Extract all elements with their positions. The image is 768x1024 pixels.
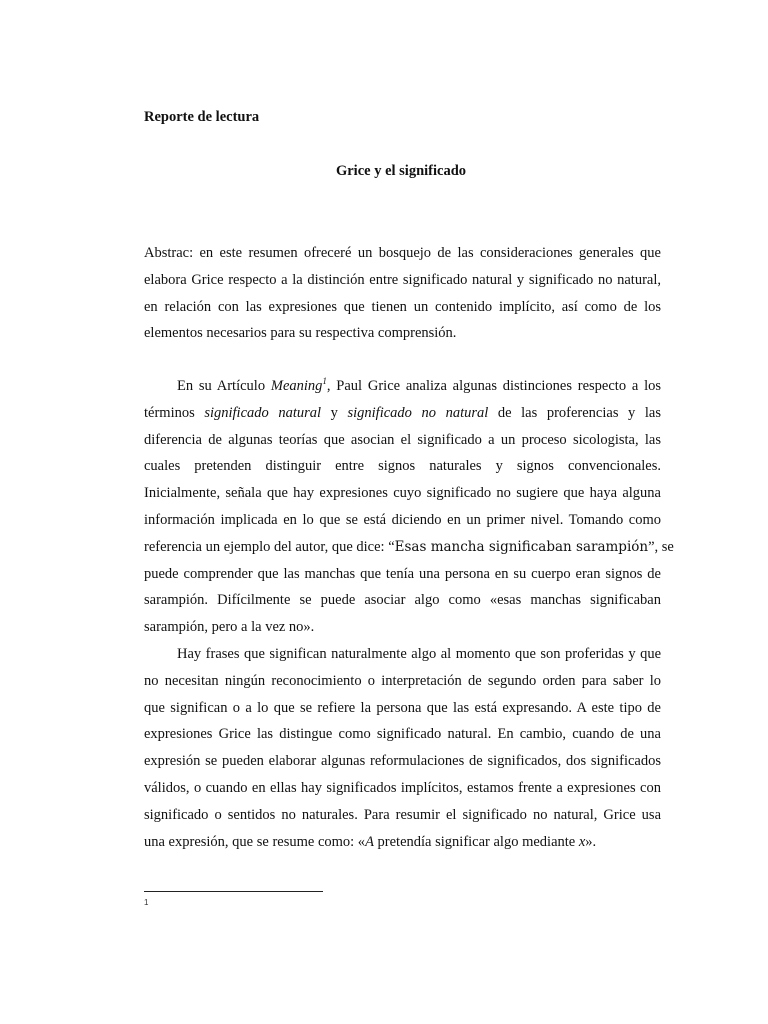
paragraph-line: una expresión, que se resume como: «A pretendía significar algo mediante x». bbox=[144, 833, 597, 850]
paragraph-line: sarampión, pero a la vez no». bbox=[144, 619, 315, 636]
emphasis-term: x bbox=[578, 833, 586, 850]
paragraph-line: cuales pretenden distinguir entre signos naturales y signos convencionales. bbox=[144, 458, 661, 475]
paragraph-line: sarampión. Difícilmente se puede asociar algo como «esas manchas significaban bbox=[144, 592, 661, 609]
paragraph-line: Hay frases que significan naturalmente algo al momento que son proferidas y que bbox=[177, 646, 661, 662]
abstract-line: en relación con las expresiones que tienen un contenido implícito, así como de los bbox=[144, 298, 661, 315]
emphasis-term: A bbox=[365, 833, 374, 850]
abstract-line: elementos necesarios para su respectiva comprensión. bbox=[144, 325, 457, 342]
paragraph-line: diferencia de algunas teorías que asocian el significado a un proceso sicologista, las bbox=[144, 431, 661, 448]
paragraph-line: términos significado natural y significado no natural de las proferencias y las bbox=[144, 404, 661, 421]
footnote-divider bbox=[144, 891, 323, 892]
body-paragraph-1 bbox=[144, 373, 674, 641]
paragraph-line: no necesitan ningún reconocimiento o interpretación de segundo orden para saber lo bbox=[144, 672, 661, 689]
document-heading: Reporte de lectura bbox=[144, 109, 260, 125]
abstract-line: Abstrac: en este resumen ofreceré un bosquejo de las consideraciones generales que bbox=[144, 245, 661, 261]
paragraph-line: expresión se pueden elaborar algunas reformulaciones de significados, dos significados bbox=[144, 753, 661, 770]
paragraph-line: Inicialmente, señala que hay expresiones cuyo significado no sugiere que haya alguna bbox=[144, 485, 661, 502]
paragraph-line: expresiones Grice las distingue como significado natural. En cambio, cuando de una bbox=[144, 726, 661, 743]
paragraph-line: válidos, o cuando en ellas hay significados implícitos, estamos frente a expresiones con bbox=[144, 779, 661, 796]
paragraph-line: En su Artículo Meaning$^1$, Paul Grice analiza algunas distinciones respecto a los bbox=[177, 376, 661, 394]
paragraph-line: significado o sentidos no naturales. Para resumir el significado no natural, Grice usa bbox=[144, 806, 661, 823]
footnote-reference: 1 bbox=[322, 376, 327, 387]
abstract-line: elabora Grice respecto a la distinción entre significado natural y significado no natural, bbox=[144, 271, 661, 288]
body-paragraph-2 bbox=[144, 641, 661, 855]
abstract-paragraph bbox=[144, 240, 661, 347]
quoted-example: Esas mancha significaban sarampión bbox=[394, 538, 649, 555]
document-title: Grice y el significado bbox=[335, 163, 467, 179]
paragraph-line: información implicada en lo que se está diciendo en un primer nivel. Tomando como bbox=[144, 511, 661, 528]
paragraph-line: que significan o a lo que se refiere la persona que las está expresando. A este tipo de bbox=[144, 699, 661, 716]
emphasis-term: significado no natural bbox=[347, 404, 489, 421]
article-title: Meaning bbox=[270, 378, 323, 394]
paragraph-line: referencia un ejemplo del autor, que dice: “Esas mancha significaban sarampión”, se bbox=[144, 538, 674, 555]
paragraph-line: puede comprender que las manchas que tenía una persona en su cuerpo eran signos de bbox=[144, 565, 661, 582]
emphasis-term: significado natural bbox=[204, 404, 322, 421]
footnote-marker: 1 bbox=[144, 898, 149, 907]
